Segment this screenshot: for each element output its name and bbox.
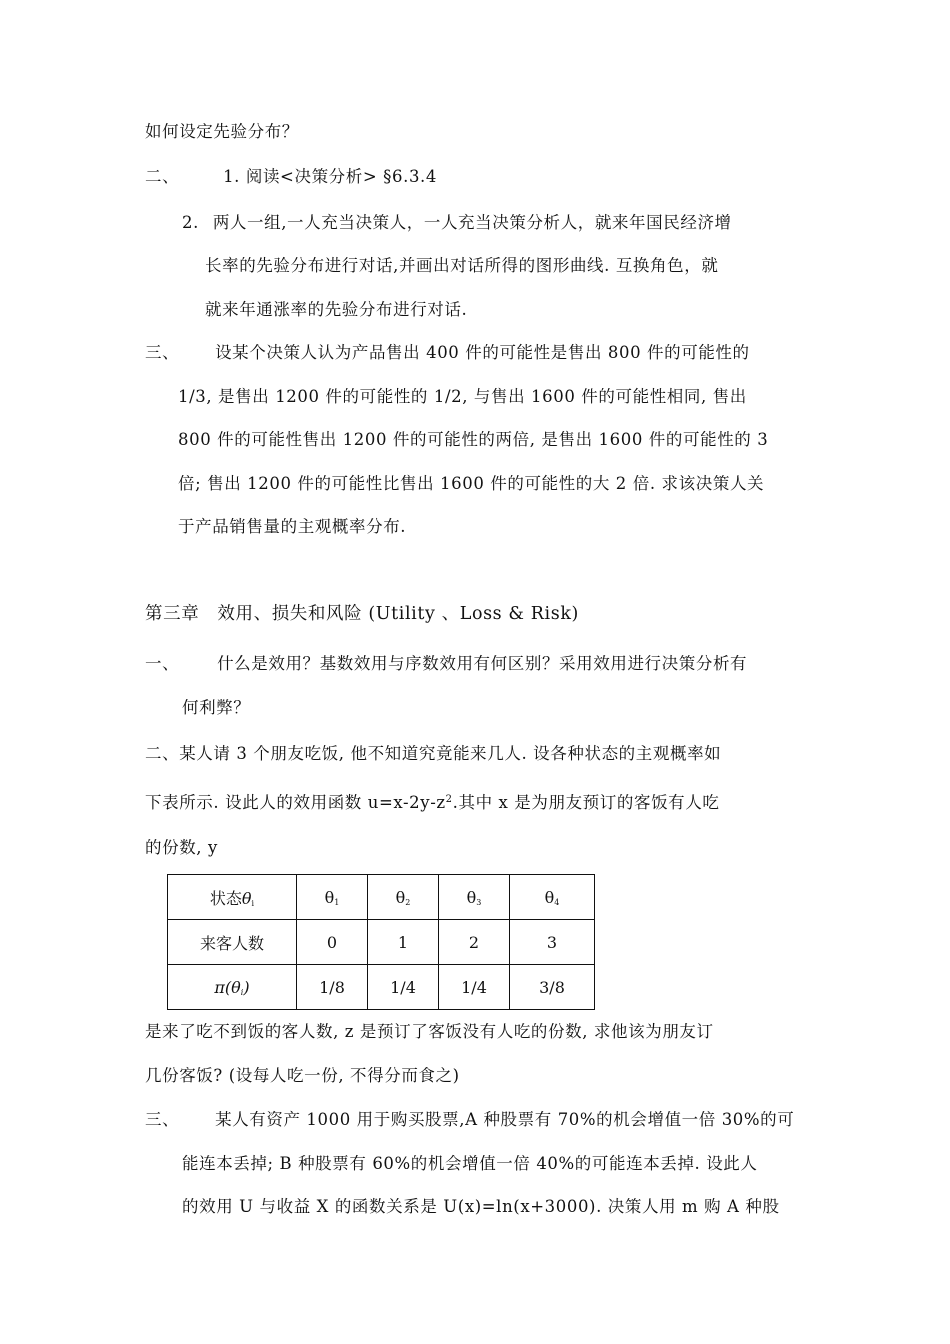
section-text: 某人有资产 1000 用于购买股票,A 种股票有 70%的机会增值一倍 30%的可	[215, 1110, 795, 1129]
state-cell	[368, 875, 439, 920]
item-number: 2.	[182, 213, 199, 232]
subscript: 1	[334, 897, 340, 907]
text-line: 的份数, y	[145, 838, 218, 857]
theta-symbol: θ	[395, 887, 406, 907]
subscript: 2	[405, 897, 411, 907]
section-two	[145, 163, 437, 187]
theta-symbol: θ	[544, 887, 555, 907]
guest-count-cell: 0	[297, 920, 368, 965]
subscript: i	[251, 898, 255, 908]
subscript: 4	[554, 897, 560, 907]
theta-symbol: θ	[466, 887, 477, 907]
state-cell	[297, 875, 368, 920]
guest-count-cell: 2	[439, 920, 510, 965]
section-three-b	[145, 1106, 794, 1130]
text-line: 何利弊？	[182, 698, 251, 717]
text-segment: 下表所示. 设此人的效用函数 u=x-2y-z	[145, 793, 446, 812]
text-line: 二、某人请 3 个朋友吃饭, 他不知道究竟能来几人. 设各种状态的主观概率如	[145, 744, 722, 763]
text-line: 1/3, 是售出 1200 件的可能性的 1/2, 与售出 1600 件的可能性相同, 售出	[178, 387, 747, 406]
row-label	[168, 965, 297, 1010]
item-two	[182, 209, 732, 233]
text-line: 能连本丢掉; B 种股票有 60%的机会增值一倍 40%的可能连本丢掉. 设此人	[182, 1154, 758, 1173]
probability-table	[167, 874, 595, 1010]
text-line: 倍; 售出 1200 件的可能性比售出 1600 件的可能性的大 2 倍. 求该决策人关	[178, 474, 765, 493]
table-row	[168, 920, 595, 965]
text-segment: .其中 x 是为朋友预订的客饭有人吃	[452, 793, 720, 812]
text-line: 的效用 U 与收益 X 的函数关系是 U(x)=ln(x+3000). 决策人用 m 购 A 种股	[182, 1197, 780, 1216]
text-line: 于产品销售量的主观概率分布.	[178, 517, 407, 536]
subscript: 3	[476, 897, 482, 907]
subscript: i	[240, 987, 244, 997]
probability-cell: 1/4	[439, 965, 510, 1010]
section-marker: 三、	[145, 1110, 180, 1129]
theta-symbol: θ	[231, 977, 241, 997]
formula-line	[145, 789, 719, 813]
table-row	[168, 965, 595, 1010]
state-cell	[510, 875, 595, 920]
section-marker: 二、	[145, 167, 180, 186]
close-paren: )	[243, 977, 250, 997]
theta-symbol: θ	[324, 887, 335, 907]
probability-cell: 1/8	[297, 965, 368, 1010]
guest-count-cell: 3	[510, 920, 595, 965]
exponent: 2	[445, 794, 453, 805]
probability-cell: 1/4	[368, 965, 439, 1010]
item-text: 两人一组,一人充当决策人，一人充当决策分析人，就来年国民经济增	[212, 213, 732, 232]
text-line: 是来了吃不到饭的客人数, z 是预订了客饭没有人吃的份数, 求他该为朋友订	[145, 1022, 714, 1041]
theta-symbol: θ	[241, 888, 252, 908]
section-text: 什么是效用？基数效用与序数效用有何区别？采用效用进行决策分析有	[217, 654, 748, 673]
text-line: 就来年通涨率的先验分布进行对话.	[205, 300, 468, 319]
section-text: 设某个决策人认为产品售出 400 件的可能性是售出 800 件的可能性的	[215, 343, 750, 362]
section-text: 1. 阅读<决策分析> §6.3.4	[223, 167, 437, 186]
chapter-title: 第三章 效用、损失和风险 (Utility 、Loss & Risk)	[145, 604, 579, 624]
text-line: 几份客饭? (设每人吃一份, 不得分而食之)	[145, 1066, 460, 1085]
section-marker: 三、	[145, 343, 180, 362]
header-label: 状态	[209, 888, 242, 908]
table-row	[168, 875, 595, 920]
text-line: 如何设定先验分布？	[145, 122, 299, 141]
text-line: 800 件的可能性售出 1200 件的可能性的两倍, 是售出 1600 件的可能性的 3	[178, 430, 769, 449]
state-cell	[439, 875, 510, 920]
section-three	[145, 339, 750, 363]
row-label: 来客人数	[168, 920, 297, 965]
guest-count-cell: 1	[368, 920, 439, 965]
section-marker: 一、	[145, 654, 180, 673]
chapter-q1	[145, 650, 747, 674]
pi-symbol: π(	[214, 977, 232, 997]
text-line: 长率的先验分布进行对话,并画出对话所得的图形曲线. 互换角色，就	[205, 256, 719, 275]
header-cell	[168, 875, 297, 920]
probability-cell: 3/8	[510, 965, 595, 1010]
